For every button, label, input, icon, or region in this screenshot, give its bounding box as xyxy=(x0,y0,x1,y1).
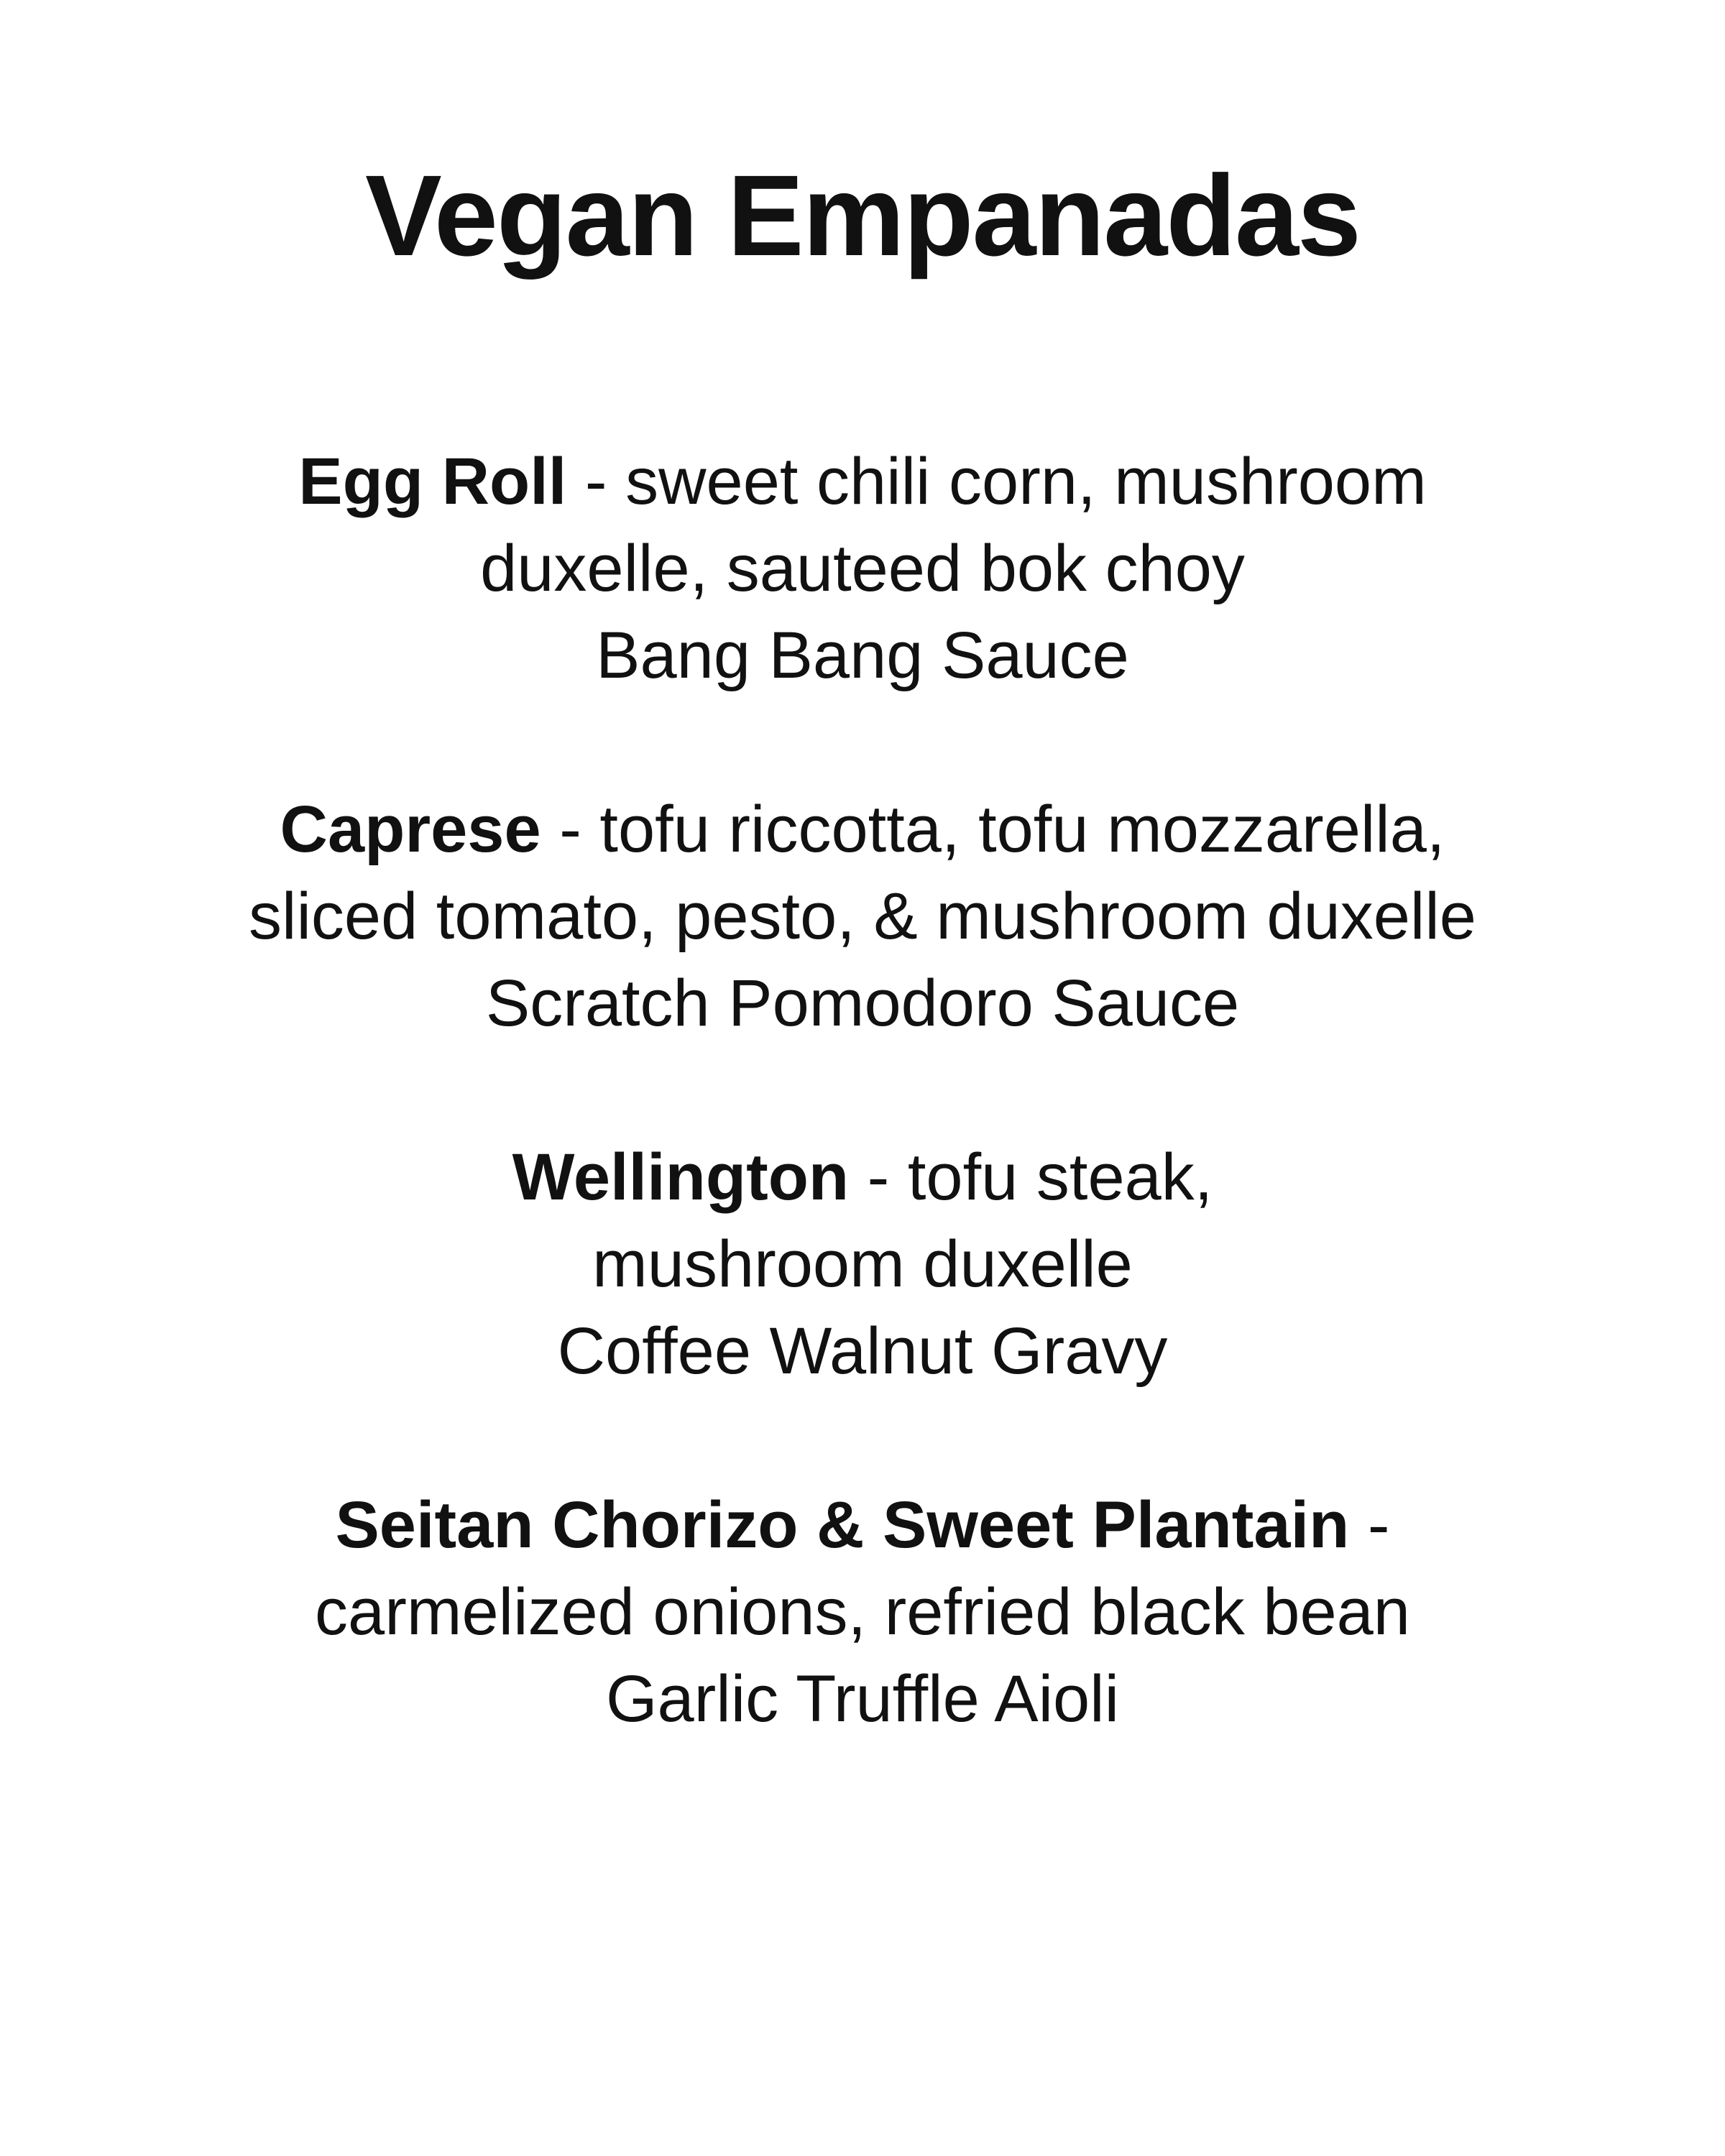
item-description-line: mushroom duxelle xyxy=(592,1227,1133,1301)
item-separator: - xyxy=(566,445,626,518)
item-heading-line xyxy=(0,1482,1725,1569)
item-separator: - xyxy=(540,793,600,866)
item-description-line: duxelle, sauteed bok choy xyxy=(480,532,1245,605)
item-description: tofu riccotta, tofu mozzarella, xyxy=(599,793,1445,866)
item-heading-line xyxy=(0,438,1725,525)
item-sauce: Scratch Pomodoro Sauce xyxy=(485,967,1240,1040)
menu-title: Vegan Empanadas xyxy=(365,151,1360,280)
menu-item-seitan-chorizo xyxy=(0,1482,1725,1743)
item-name: Caprese xyxy=(280,793,541,866)
menu-item-caprese xyxy=(0,786,1725,1047)
item-description-line: sliced tomato, pesto, & mushroom duxelle xyxy=(249,880,1476,953)
item-name: Wellington xyxy=(512,1141,850,1214)
item-separator: - xyxy=(1349,1488,1390,1562)
item-heading-line xyxy=(0,1134,1725,1221)
item-description: tofu steak, xyxy=(907,1141,1213,1214)
item-separator: - xyxy=(849,1141,908,1214)
item-name: Egg Roll xyxy=(298,445,567,518)
item-heading-line xyxy=(0,786,1725,873)
item-sauce: Coffee Walnut Gravy xyxy=(557,1314,1168,1388)
item-description-line: carmelized onions, refried black bean xyxy=(315,1575,1410,1649)
item-sauce: Garlic Truffle Aioli xyxy=(605,1662,1120,1736)
empanada-list xyxy=(0,438,1725,1830)
menu-item-wellington xyxy=(0,1134,1725,1395)
item-sauce: Bang Bang Sauce xyxy=(596,619,1129,692)
item-name: Seitan Chorizo & Sweet Plantain xyxy=(335,1488,1350,1562)
menu-item-egg-roll xyxy=(0,438,1725,699)
item-description: sweet chili corn, mushroom xyxy=(625,445,1427,518)
